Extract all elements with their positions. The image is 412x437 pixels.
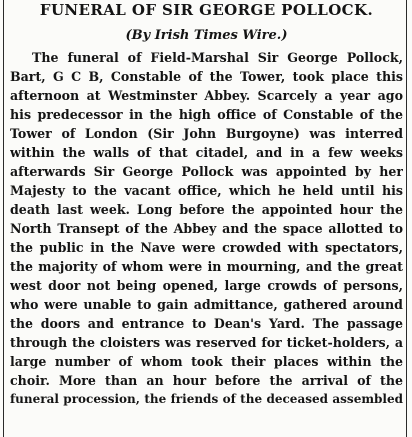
text-line: his predecessor in the high office of Constable of the [10, 107, 403, 122]
text-line: Bart, G C B, Constable of the Tower, took place this [10, 69, 403, 84]
column-rule-left [3, 0, 4, 437]
text-line: the public in the Nave were crowded with spectators, [10, 240, 403, 255]
text-line: afternoon at Westminster Abbey. Scarcely a year ago [10, 88, 403, 103]
article-headline: FUNERAL OF SIR GEORGE POLLOCK. [39, 1, 374, 19]
text-line: funeral procession, the friends of the deceased assembled [10, 392, 403, 406]
text-line: the doors and entrance to Dean's Yard. The passage [10, 316, 403, 331]
text-line: The funeral of Field-Marshal Sir George Pollock, [32, 50, 403, 65]
text-line: within the walls of that citadel, and in a few weeks [10, 145, 403, 160]
text-line: who were unable to gain admittance, gathered around [10, 297, 403, 312]
text-line: through the cloisters was reserved for ticket-holders, a [10, 335, 403, 350]
text-line: death last week. Long before the appointed hour the [10, 202, 403, 217]
column-rule-right [406, 0, 407, 437]
article-byline: (By Irish Times Wire.) [125, 28, 288, 43]
text-line: Tower of London (Sir John Burgoyne) was interred [10, 126, 403, 141]
text-line: west door not being opened, large crowds of persons, [10, 278, 403, 293]
text-line: choir. More than an hour before the arrival of the [10, 373, 403, 388]
text-line: North Transept of the Abbey and the space allotted to [10, 221, 403, 236]
text-line: afterwards Sir George Pollock was appointed by her [10, 164, 403, 179]
text-line: large number of whom took their places within the [10, 354, 403, 369]
text-line: Majesty to the vacant office, which he held until his [10, 183, 403, 198]
text-line: the majority of whom were in mourning, and the great [10, 259, 403, 274]
